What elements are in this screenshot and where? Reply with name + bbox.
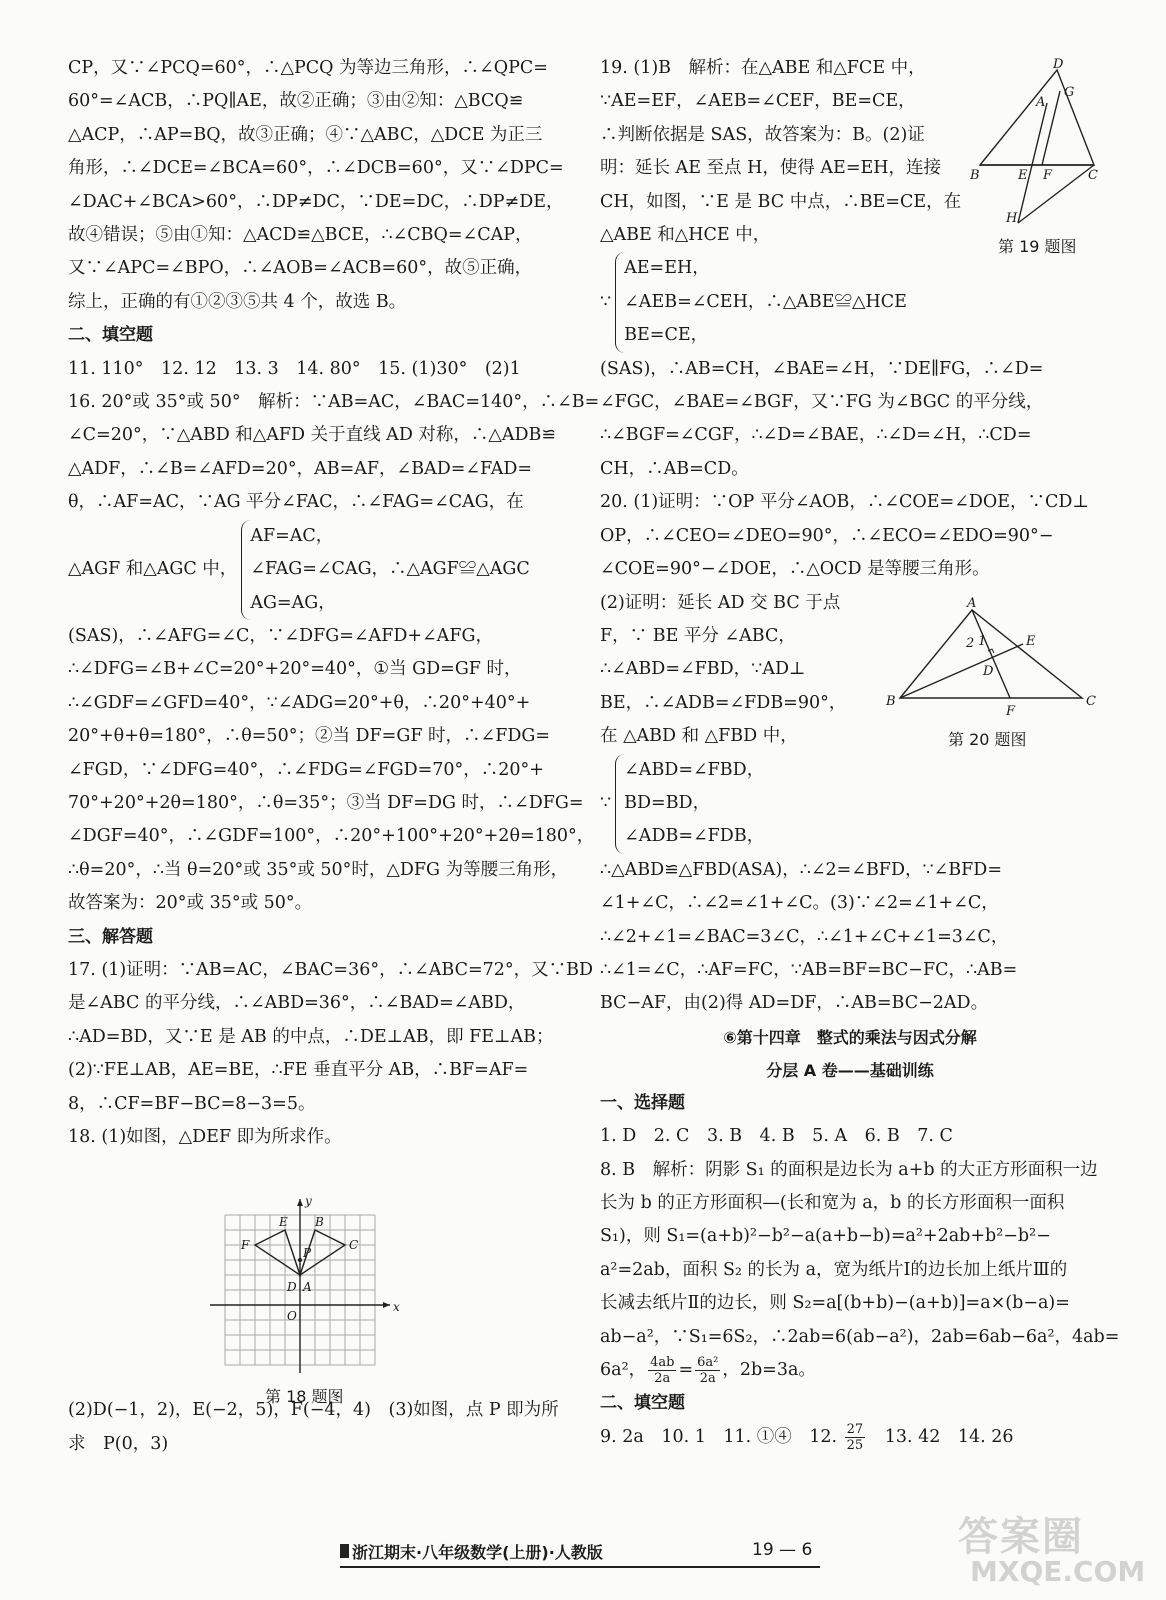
brace-prefix: ∵ (600, 291, 612, 312)
footer-title: 浙江期末·八年级数学(上册)·人教版 (352, 1543, 603, 1562)
text-line: a²=2ab，面积 S₂ 的长为 a，宽为纸片Ⅰ的边长加上纸片Ⅲ的 (600, 1259, 1068, 1280)
fill-answers (600, 1421, 1100, 1454)
figure-20-triangle (880, 595, 1105, 720)
text-line: 明：延长 AE 至点 H，使得 AE=EH，连接 (600, 158, 942, 179)
text-line: CH，∴AB=CD。 (600, 458, 749, 479)
text-line: 19. (1)B 解析：在△ABE 和△FCE 中， (600, 58, 926, 78)
figure-20-caption: 第 20 题图 (948, 730, 1027, 749)
label-b: B (970, 168, 980, 183)
text-line: 16. 20°或 35°或 50° 解析：∵AB=AC，∠BAC=140°，∴∠B= (68, 392, 600, 413)
equation-system (68, 520, 548, 620)
figure-18-caption: 第 18 题图 (265, 1387, 344, 1406)
label-d: D (1053, 58, 1064, 72)
figure-19-triangle (970, 58, 1110, 228)
figure-19-caption: 第 19 题图 (998, 237, 1077, 256)
text-line: ∠FGD，∵∠DFG=40°，∴∠FDG=∠FGD=70°，∴20°+ (68, 759, 544, 780)
text-line: CH，如图，∵E 是 BC 中点，∴BE=CE，在 (600, 191, 962, 212)
label-f: F (241, 1238, 250, 1252)
denominator: 25 (846, 1437, 864, 1453)
text-line: ∴∠1=∠C，∴AF=FC，∵AB=BF=BC−FC，∴AB= (600, 959, 1018, 980)
text-line: 故④错误；⑤由①知：△ACD≌△BCE，∴∠CBQ=∠CAP， (68, 225, 533, 246)
label-e: E (1026, 634, 1036, 649)
brace-row: AF=AC， (250, 525, 334, 546)
triangle-dbc (980, 70, 1094, 165)
text-line: ∴AD=BD，又∵E 是 AB 的中点，∴DE⊥AB，即 FE⊥AB； (68, 1026, 554, 1047)
label-f: F (1006, 704, 1016, 719)
label-a: A (1036, 95, 1046, 110)
text-line: (2)D(−1，2)，E(−2，5)，F(−4，4) (3)如图，点 P 即为所 (68, 1400, 559, 1421)
text-line: ∴∠BGF=∠CGF，∴∠D=∠BAE，∴∠D=∠H，∴CD= (600, 425, 1032, 446)
y-axis-label: y (305, 1195, 312, 1208)
text-line: F，∵ BE 平分 ∠ABC， (600, 625, 796, 646)
label-c: C (1086, 694, 1096, 709)
q8-solution (600, 1154, 1120, 1388)
point-p (298, 1258, 302, 1262)
q14-solution-continued (68, 52, 564, 319)
label-c: C (349, 1238, 359, 1252)
fraction (648, 1355, 676, 1386)
watermark-logo (950, 1505, 1146, 1595)
text-line: θ，∴AF=AC，∵AG 平分∠FAC，∴∠FAG=∠CAG，在 (68, 492, 524, 513)
brace-row: AE=EH， (624, 258, 710, 279)
section-heading-choice: 一、选择题 (600, 1092, 685, 1113)
text-line: △ABE 和△HCE 中， (600, 225, 771, 246)
text-line: ∴∠DFG=∠B+∠C=20°+20°=40°，①当 GD=GF 时， (68, 659, 522, 680)
text-line: ∠DAC+∠BCA>60°，∴DP≠DC，∵DE=DC，∴DP≠DE， (68, 191, 564, 212)
label-b: B (886, 694, 896, 709)
text-line: ∴△ABD≌△FBD(ASA)，∴∠2=∠BFD，∵∠BFD= (600, 859, 1002, 880)
equation-system (600, 252, 1100, 352)
text-line: 在 △ABD 和 △FBD 中， (600, 726, 798, 747)
label-h: H (1006, 211, 1018, 226)
text-line: ∠C=20°，∵△ABD 和△AFD 关于直线 AD 对称，∴△ADB≌ (68, 425, 557, 446)
denominator: 2a (654, 1371, 671, 1387)
text-line: BE，∴∠ADB=∠FDB=90°， (600, 692, 847, 713)
q8-last-pre: 6a²， (600, 1360, 647, 1381)
label-a: A (967, 596, 977, 611)
footer-rule (340, 1566, 820, 1568)
text-line: ∠DGF=40°，∴∠GDF=100°，∴20°+100°+20°+2θ=180°， (68, 826, 595, 847)
text-line: 又∵∠APC=∠BPO，∴∠AOB=∠ACB=60°，故⑤正确， (68, 258, 533, 279)
fill-post: 13. 42 14. 26 (867, 1426, 1014, 1447)
text-line: 是∠ABC 的平分线，∴∠ABD=36°，∴∠BAD=∠ABD， (68, 993, 526, 1014)
page-number: 19 — 6 (752, 1540, 813, 1560)
segment-af (972, 610, 1010, 698)
text-line: ∴∠ABD=∠FBD，∵AD⊥ (600, 659, 806, 680)
numerator: 6a² (697, 1355, 719, 1371)
fraction (695, 1355, 720, 1386)
text-line: 综上，正确的有①②③⑤共 4 个，故选 B。 (68, 291, 407, 312)
label-p: P (303, 1246, 312, 1260)
brace-row: BE=CE， (624, 325, 709, 346)
text-line: 长减去纸片Ⅱ的边长，则 S₂=a[(b+b)−(a+b)]=a×(b−a)= (600, 1293, 1070, 1314)
section-heading-fill: 二、填空题 (68, 325, 153, 346)
q16-solution (68, 386, 600, 921)
text-line: 17. (1)证明：∵AB=AC，∠BAC=36°，∴∠ABC=72°，又∵BD (68, 959, 594, 980)
y-axis-arrow (297, 1199, 303, 1206)
q20-solution (600, 486, 1100, 1021)
text-line: ∴∠2+∠1=∠BAC=3∠C，∴∠1+∠C+∠1=3∠C， (600, 926, 1009, 947)
text-line: S₁)，则 S₁=(a+b)²−b²−a(a+b−b)=a²+2ab+b²−b²− (600, 1226, 1051, 1247)
brace-group (615, 754, 764, 854)
watermark-top: 答案圈 (958, 1514, 1084, 1560)
text-line: (2)证明：延长 AD 交 BC 于点 (600, 592, 841, 613)
section-heading-solve: 三、解答题 (68, 926, 153, 947)
text-line: ∠COE=90°−∠DOE，∴△OCD 是等腰三角形。 (600, 559, 990, 580)
text-line: (SAS)，∴∠AFG=∠C，∵∠DFG=∠AFD+∠AFG， (68, 625, 493, 646)
q8-last-post: ，2b=3a。 (722, 1360, 816, 1381)
watermark-bottom: MXQE.COM (970, 1555, 1146, 1588)
text-line: BC−AF，由(2)得 AD=DF，∴AB=BC−2AD。 (600, 993, 989, 1014)
brace-group (615, 252, 907, 352)
label-d: D (287, 1280, 297, 1294)
text-line: ∠FGC，∠BAE=∠BGF，又∵FG 为∠BGC 的平分线， (600, 392, 1044, 413)
footer-square-icon (340, 1544, 349, 1558)
brace-row: AG=AG， (250, 592, 336, 613)
text-line: 角形，∴∠DCE=∠BCA=60°，∴∠DCB=60°，又∵∠DPC= (68, 158, 564, 179)
brace-prefix: △AGF 和△AGC 中， (68, 559, 238, 580)
text-line: △ACP，∴AP=BQ，故③正确；④∵△ABC，△DCE 为正三 (68, 124, 543, 145)
x-axis-label: x (393, 1300, 400, 1314)
equation-system (600, 754, 1100, 854)
text-line: (SAS)，∴AB=CH，∠BAE=∠H，∵DE∥FG，∴∠D= (600, 358, 1044, 379)
text-line: ∵AE=EF，∠AEB=∠CEF，BE=CE， (600, 91, 916, 112)
text-line: ∴∠GDF=∠GFD=40°，∵∠ADG=20°+θ，∴20°+40°+ (68, 692, 531, 713)
label-e: E (279, 1215, 288, 1229)
choice-answers: 1. D 2. C 3. B 4. B 5. A 6. B 7. C (600, 1126, 953, 1147)
figure-18-grid (205, 1195, 405, 1375)
text-line (600, 1354, 1100, 1387)
triangle-def (255, 1230, 300, 1275)
text-line: CP，又∵∠PCQ=60°，∴△PCQ 为等边三角形，∴∠QPC= (68, 58, 548, 78)
text-line: 长为 b 的正方形面积—(长和宽为 a，b 的长方形面积一面积 (600, 1193, 1065, 1213)
brace-row: ∠ADB=∠FDB， (624, 826, 765, 847)
brace-row: ∠FAG=∠CAG，∴△AGF≌△AGC (250, 559, 530, 580)
text-line: ∴θ=20°，∴当 θ=20°或 35°或 50°时，△DFG 为等腰三角形， (68, 859, 569, 880)
label-b: B (315, 1215, 324, 1229)
text-line: 20°+θ+θ=180°，∴θ=50°；②当 DF=GF 时，∴∠FDG= (68, 726, 551, 747)
brace-group (241, 520, 529, 620)
label-e: E (1018, 168, 1028, 183)
equals-sign: = (678, 1360, 694, 1381)
text-line: 故答案为：20°或 35°或 50°。 (68, 893, 313, 914)
q18-solution: 18. (1)如图，△DEF 即为所求作。 (68, 1127, 342, 1147)
fill-pre: 9. 2a 10. 1 11. ①④ 12. (600, 1426, 843, 1447)
text-line: (2)∵FE⊥AB，AE=BE，∴FE 垂直平分 AB，∴BF=AF= (68, 1060, 529, 1081)
segment-be (900, 644, 1023, 698)
text-line: 70°+20°+2θ=180°，∴θ=35°；③当 DF=DG 时，∴∠DFG= (68, 792, 584, 813)
segment (285, 1230, 300, 1275)
page-footer (340, 1534, 820, 1574)
brace-row: ∠ABD=∠FBD， (624, 759, 765, 780)
sub-title: 分层 A 卷——基础训练 (766, 1060, 934, 1080)
right-column (600, 52, 1120, 1454)
text-line: ab−a²，∵S₁=6S₂，∴2ab=6(ab−a²)，2ab=6ab−6a²，4ab= (600, 1326, 1120, 1347)
brace-row: ∠AEB=∠CEH，∴△ABE≌△HCE (624, 291, 907, 312)
text-line: 60°=∠ACB，∴PQ∥AE，故②正确；③由②知：△BCQ≌ (68, 91, 524, 112)
text-line: 求 P(0，3) (68, 1433, 169, 1454)
label-2: 2 (966, 636, 975, 651)
text-line: ∴判断依据是 SAS，故答案为：B。(2)证 (600, 124, 925, 145)
origin-label: O (287, 1309, 297, 1323)
text-line: ∠1+∠C，∴∠2=∠1+∠C。(3)∵∠2=∠1+∠C， (600, 893, 999, 914)
text-line: 8，∴CF=BF−BC=8−3=5。 (68, 1093, 316, 1114)
label-f: F (1043, 168, 1053, 183)
brace-prefix: ∵ (600, 792, 612, 813)
brace-row: BD=BD， (624, 792, 711, 813)
numerator: 27 (846, 1421, 864, 1437)
section-heading-fill: 二、填空题 (600, 1393, 685, 1414)
x-axis-arrow (383, 1302, 390, 1308)
denominator: 2a (699, 1371, 716, 1387)
text-line: OP，∴∠CEO=∠DEO=90°，∴∠ECO=∠EDO=90°− (600, 525, 1054, 546)
fraction (845, 1422, 866, 1453)
fill-answers: 11. 110° 12. 12 13. 3 14. 80° 15. (1)30° (2)1 (68, 358, 521, 379)
label-a: A (303, 1280, 312, 1294)
text-line: △ADF，∴∠B=∠AFD=20°，AB=AF，∠BAD=∠FAD= (68, 458, 533, 479)
label-1: 1 (978, 634, 987, 649)
label-d: D (983, 664, 994, 679)
text-line: 8. B 解析：阴影 S₁ 的面积是边长为 a+b 的大正方形面积一边 (600, 1159, 1098, 1180)
label-g: G (1064, 85, 1075, 100)
chapter-title: ⑥第十四章 整式的乘法与因式分解 (723, 1027, 977, 1047)
q17-solution (68, 954, 594, 1121)
numerator: 4ab (650, 1355, 675, 1371)
text-line: 20. (1)证明：∵OP 平分∠AOB，∴∠COE=∠DOE，∵CD⊥ (600, 492, 1089, 513)
label-c: C (1088, 168, 1098, 183)
